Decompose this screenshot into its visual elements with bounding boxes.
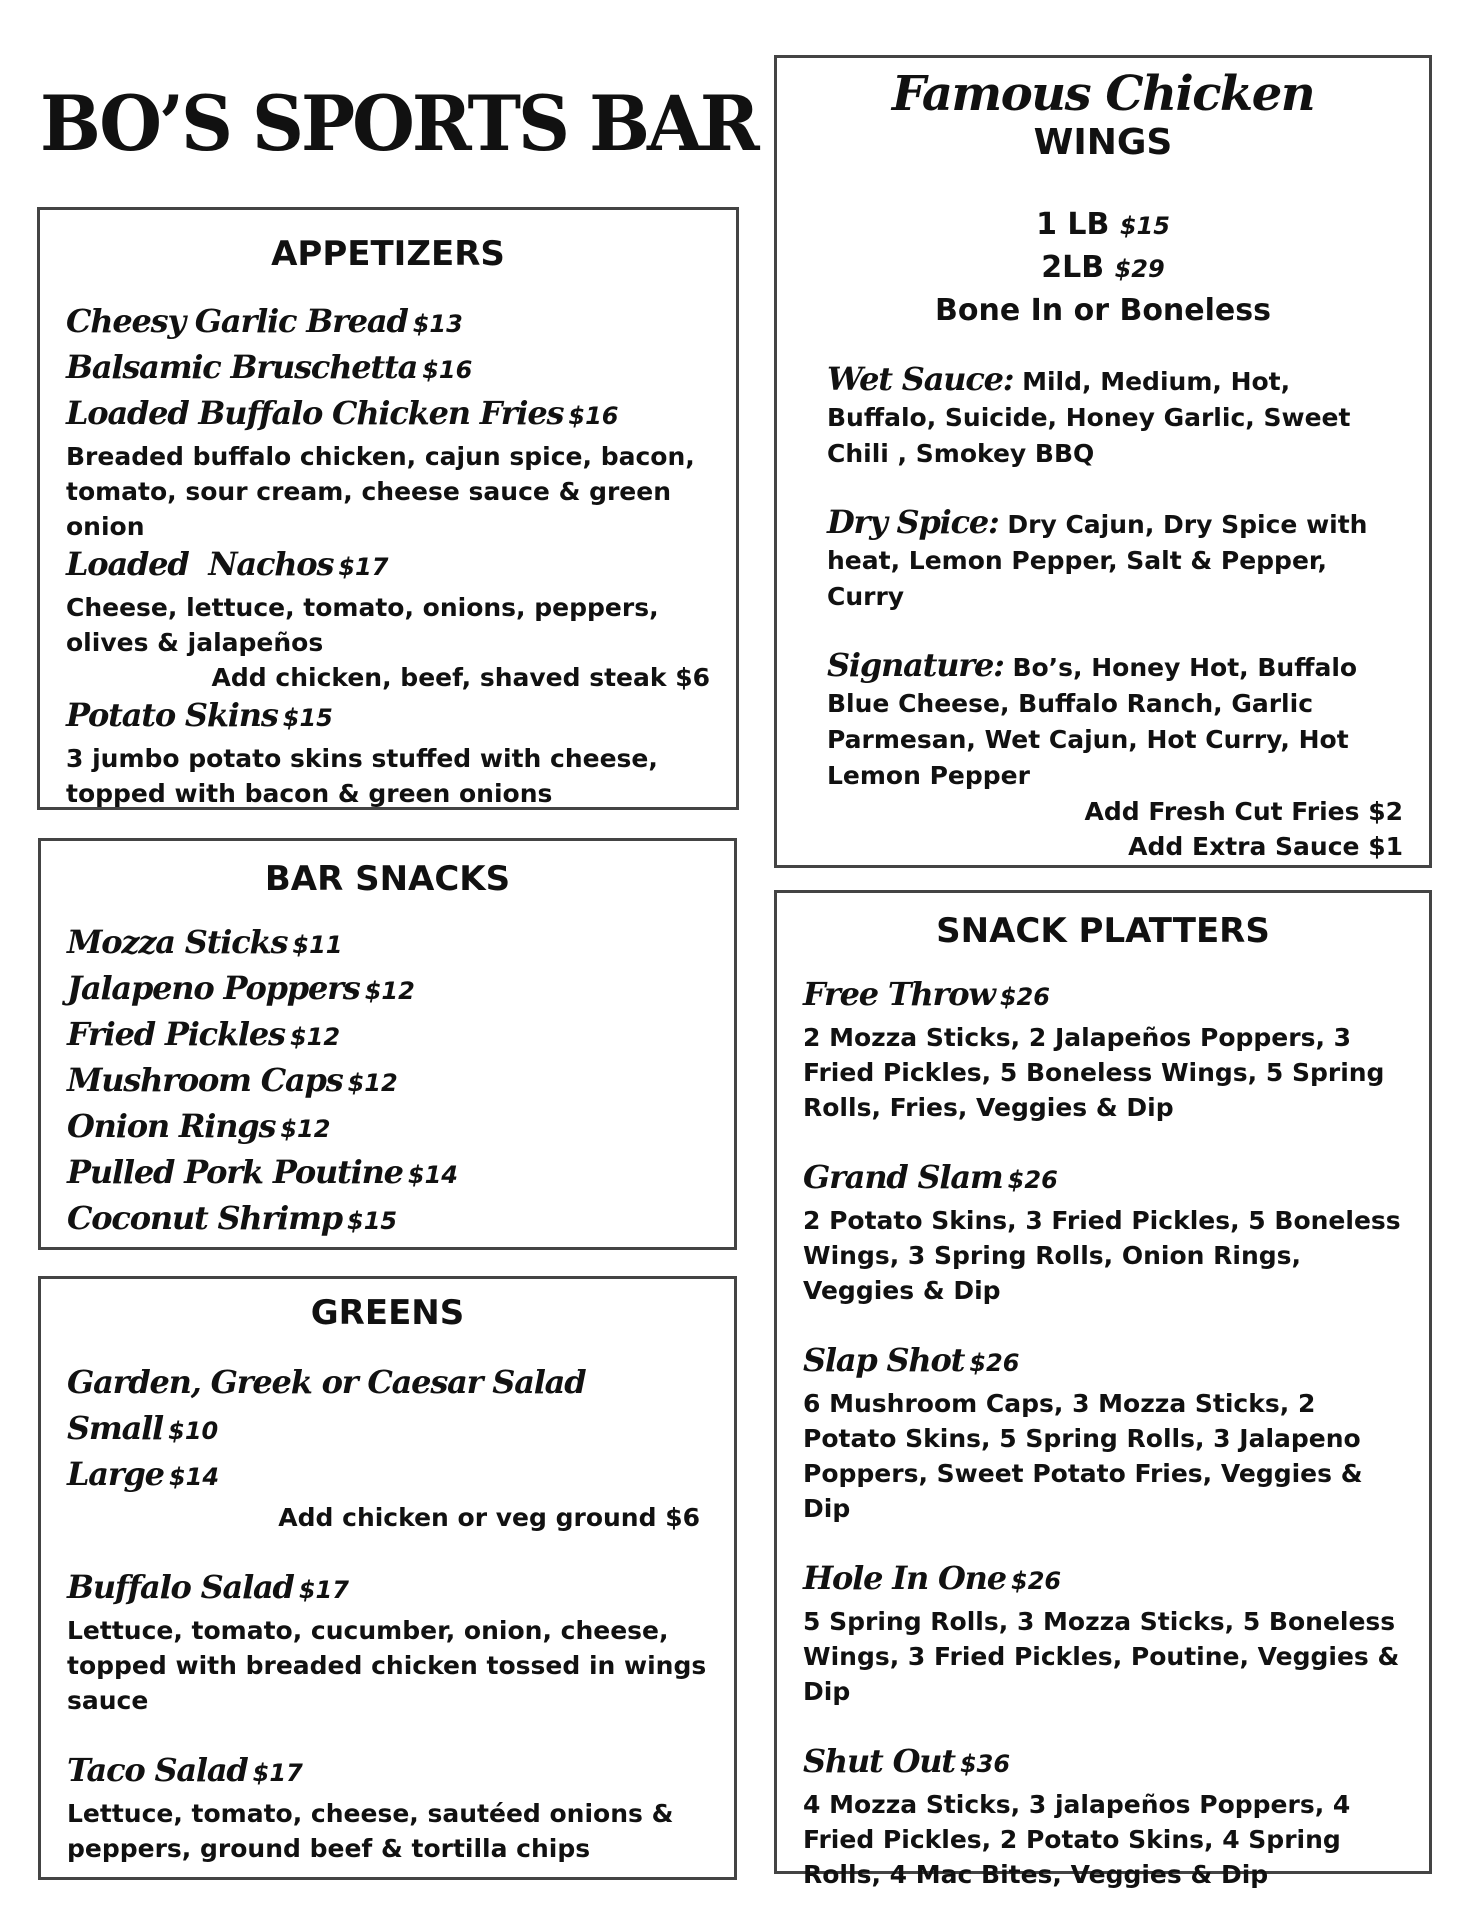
- wet-sauce-text: Mild, Medium, Hot, Buffalo, Suicide, Honey Garlic, Sweet Chili , Smokey BBQ: [827, 366, 1351, 468]
- platters-heading: SNACK PLATTERS: [936, 911, 1270, 951]
- size-label: 1 LB: [1036, 206, 1110, 242]
- item-description: 2 Potato Skins, 3 Fried Pickles, 5 Boneless Wings, 3 Spring Rolls, Onion Rings, Veggies & Dip: [803, 1205, 1401, 1305]
- menu-item: [67, 1014, 708, 1060]
- menu-item: [67, 1060, 708, 1106]
- size-label: 2LB: [1041, 249, 1105, 285]
- item-price: $12: [280, 1114, 331, 1143]
- menu-item: [67, 1750, 708, 1796]
- wings-style: Bone In or Boneless: [935, 292, 1271, 328]
- item-price: $17: [338, 552, 389, 581]
- menu-item: [67, 922, 708, 968]
- menu-item: [67, 968, 708, 1014]
- item-price: $26: [999, 982, 1050, 1011]
- item-name: Large: [67, 1454, 164, 1493]
- item-name: Slap Shot: [803, 1340, 965, 1379]
- item-price: $26: [1007, 1165, 1058, 1194]
- menu-item: [803, 1741, 1403, 1787]
- menu-item: [67, 1362, 708, 1408]
- menu-item: [67, 1408, 708, 1454]
- item-price: $12: [364, 976, 415, 1005]
- item-price: $26: [1011, 1566, 1062, 1595]
- item-name: Balsamic Bruschetta: [66, 347, 418, 386]
- greens-heading: GREENS: [310, 1293, 465, 1333]
- menu-item: [66, 393, 710, 439]
- wings-size-2lb: [803, 247, 1403, 290]
- item-price: $16: [422, 355, 473, 384]
- item-price: $10: [168, 1416, 219, 1445]
- menu-item: [66, 695, 710, 741]
- item-name: Coconut Shrimp: [67, 1198, 342, 1237]
- item-name: Small: [67, 1408, 164, 1447]
- menu-item: [803, 1157, 1403, 1203]
- item-name: Garden, Greek or Caesar Salad: [67, 1362, 586, 1401]
- item-description: 4 Mozza Sticks, 3 jalapeños Poppers, 4 Fried Pickles, 2 Potato Skins, 4 Spring Rolls, 4 Mac Bites, Veggies & Dip: [803, 1789, 1351, 1889]
- item-name: Pulled Pork Poutine: [67, 1152, 403, 1191]
- item-description: Lettuce, tomato, cheese, sautéed onions & peppers, ground beef & tortilla chips: [67, 1798, 674, 1863]
- item-name: Free Throw: [803, 974, 995, 1013]
- addon-fries: Add Fresh Cut Fries $2: [1084, 796, 1403, 826]
- dry-spice-list: [803, 504, 1403, 615]
- item-price: $12: [289, 1022, 341, 1051]
- greens-section: [38, 1276, 737, 1880]
- menu-item: [67, 1567, 708, 1613]
- wet-sauce-label: Wet Sauce:: [827, 359, 1014, 398]
- item-description: Lettuce, tomato, cucumber, onion, cheese, topped with breaded chicken tossed in wings sauce: [67, 1615, 707, 1715]
- wet-sauce-list: [803, 361, 1403, 472]
- appetizers-section: [37, 207, 739, 810]
- wings-heading: WINGS: [1033, 121, 1173, 163]
- item-name: Loaded Buffalo Chicken Fries: [66, 393, 564, 432]
- item-price: $15: [347, 1206, 398, 1235]
- menu-item: [66, 301, 710, 347]
- item-name: Mushroom Caps: [67, 1060, 343, 1099]
- menu-item: [66, 347, 710, 393]
- item-price: $14: [407, 1160, 459, 1189]
- menu-item: [67, 1152, 708, 1198]
- wings-size-1lb: [803, 204, 1403, 247]
- bar-title: BO’S SPORTS BAR: [40, 78, 757, 168]
- item-price: $11: [292, 930, 343, 959]
- addon-note: Add chicken, beef, shaved steak $6: [211, 662, 710, 692]
- item-description: 3 jumbo potato skins stuffed with cheese, topped with bacon & green onions: [66, 743, 658, 808]
- item-name: Cheesy Garlic Bread: [66, 301, 408, 340]
- item-price: $17: [298, 1575, 349, 1604]
- item-name: Hole In One: [803, 1558, 1006, 1597]
- item-name: Taco Salad: [67, 1750, 248, 1789]
- appetizers-heading: APPETIZERS: [271, 234, 505, 274]
- item-name: Shut Out: [803, 1741, 955, 1780]
- item-name: Buffalo Salad: [67, 1567, 294, 1606]
- signature-sauce-list: [803, 647, 1403, 794]
- item-price: $15: [282, 703, 333, 732]
- item-name: Fried Pickles: [67, 1014, 285, 1053]
- item-price: $36: [959, 1749, 1011, 1778]
- addon-sauce: Add Extra Sauce $1: [1128, 831, 1403, 861]
- item-description: 2 Mozza Sticks, 2 Jalapeños Poppers, 3 Fried Pickles, 5 Boneless Wings, 5 Spring Rolls, Fries, Veggies & Dip: [803, 1022, 1385, 1122]
- item-name: Onion Rings: [67, 1106, 276, 1145]
- item-price: $13: [412, 309, 463, 338]
- dry-spice-text: Dry Cajun, Dry Spice with heat, Lemon Pepper, Salt & Pepper, Curry: [827, 509, 1368, 611]
- item-price: $26: [969, 1348, 1020, 1377]
- item-description: Cheese, lettuce, tomato, onions, peppers, olives & jalapeños: [66, 592, 659, 657]
- menu-item: [803, 1558, 1403, 1604]
- item-name: Loaded Nachos: [66, 544, 334, 583]
- menu-item: [803, 974, 1403, 1020]
- addon-note: Add chicken or veg ground $6: [278, 1502, 700, 1532]
- item-description: 6 Mushroom Caps, 3 Mozza Sticks, 2 Potato Skins, 5 Spring Rolls, 3 Jalapeno Poppers, Sweet Potato Fries, Veggies & Dip: [803, 1388, 1363, 1523]
- item-price: $14: [168, 1462, 220, 1491]
- item-description: 5 Spring Rolls, 3 Mozza Sticks, 5 Boneless Wings, 3 Fried Pickles, Poutine, Veggies & Dip: [803, 1606, 1400, 1706]
- menu-item: [67, 1198, 708, 1244]
- bar-snacks-heading: BAR SNACKS: [264, 859, 511, 899]
- snack-platters-section: [774, 890, 1432, 1889]
- menu-item: [66, 544, 710, 590]
- item-name: Mozza Sticks: [67, 922, 288, 961]
- wings-famous-title: Famous Chicken: [891, 66, 1315, 122]
- item-description: Breaded buffalo chicken, cajun spice, bacon, tomato, sour cream, cheese sauce & green onion: [66, 441, 695, 541]
- item-name: Grand Slam: [803, 1157, 1003, 1196]
- item-price: $16: [568, 401, 619, 430]
- item-price: $12: [347, 1068, 398, 1097]
- dry-spice-label: Dry Spice:: [827, 502, 999, 541]
- size-price: $29: [1114, 254, 1165, 283]
- item-name: Jalapeno Poppers: [67, 968, 360, 1007]
- menu-item: [803, 1340, 1403, 1386]
- menu-item: [67, 1106, 708, 1152]
- bar-snacks-section: [38, 838, 737, 1250]
- item-name: Potato Skins: [66, 695, 278, 734]
- size-price: $15: [1119, 211, 1170, 240]
- signature-text: Bo’s, Honey Hot, Buffalo Blue Cheese, Buffalo Ranch, Garlic Parmesan, Wet Cajun, Hot Curry, Hot Lemon Pepper: [827, 652, 1358, 790]
- signature-label: Signature:: [827, 645, 1004, 684]
- item-price: $17: [252, 1758, 303, 1787]
- menu-item: [67, 1454, 708, 1500]
- wings-section: [774, 55, 1432, 868]
